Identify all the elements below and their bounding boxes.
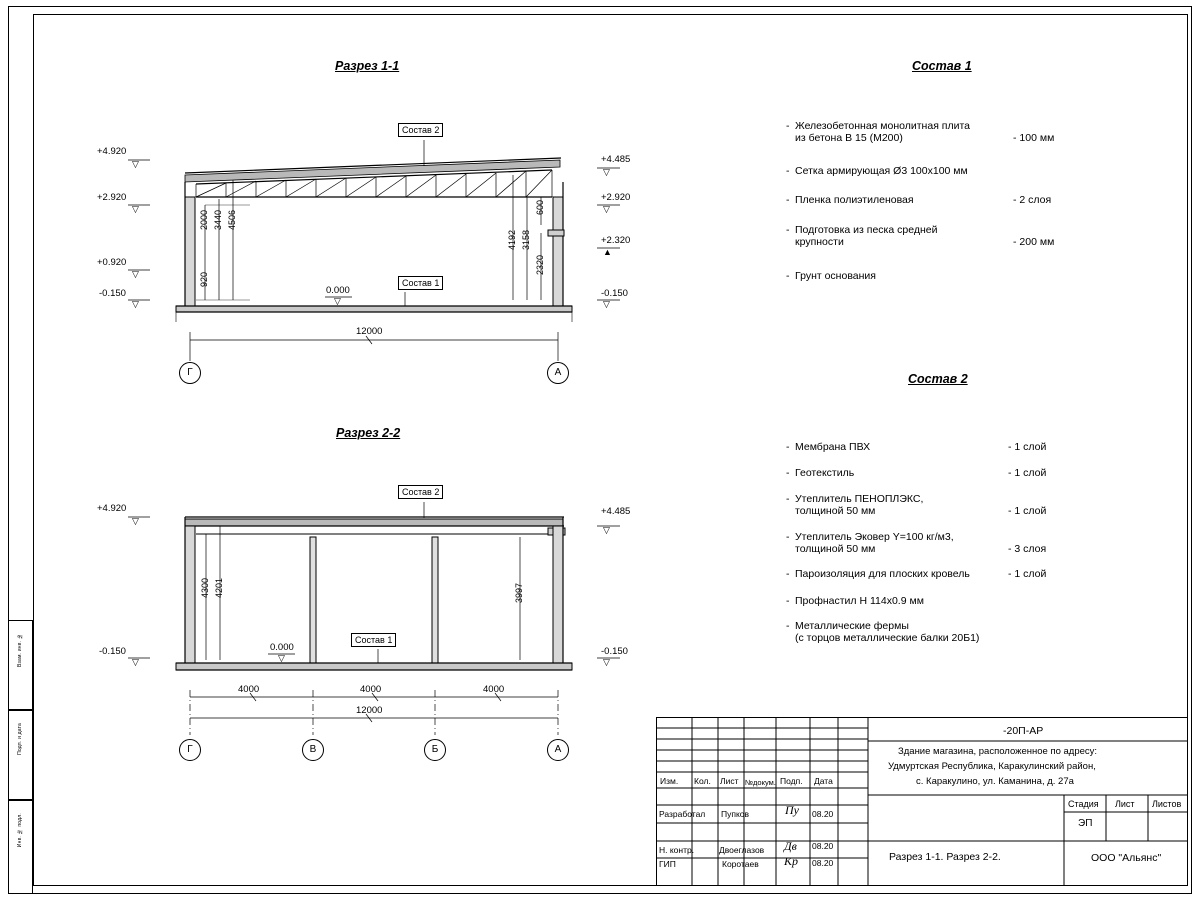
level-label-s1-zero: 0.000	[326, 285, 350, 296]
title-block-header-izm: Изм.	[660, 776, 679, 786]
title-block-role-1: Разработал	[659, 809, 706, 819]
title-block-date-2: 08.20	[812, 841, 834, 851]
spec1-value-1: - 100 мм	[1013, 132, 1055, 144]
left-strip-label-3: Инв. № подл.	[17, 813, 23, 848]
title-block-date-1: 08.20	[812, 809, 834, 819]
left-strip-label-2: Подп. и дата	[17, 723, 23, 755]
title-block-object-line-1: Здание магазина, расположенное по адресу:	[898, 746, 1098, 757]
dim-s1-v-1: 2000	[199, 210, 209, 231]
axis-marker-s2-a: А	[547, 739, 569, 761]
spec2-value-5: - 1 слой	[1008, 568, 1047, 580]
dim-s2-span-2: 4000	[360, 684, 382, 695]
callout-s2-sostav2: Состав 2	[398, 485, 443, 499]
axis-marker-s1-a: А	[547, 362, 569, 384]
spec2-text-6: Профнастил Н 114х0.9 мм	[795, 595, 924, 607]
title-block-object-line-3: с. Каракулино, ул. Каманина, д. 27а	[916, 776, 1074, 787]
spec2-text-7b: (с торцов металлические балки 20Б1)	[795, 632, 980, 644]
spec2-dash-5: -	[786, 568, 790, 580]
spec1-value-4: - 200 мм	[1013, 236, 1055, 248]
dim-s2-v-1: 4300	[200, 578, 210, 599]
title-block-header-kol: Кол.	[694, 776, 711, 786]
title-block-name-2: Двоеглазов	[719, 845, 765, 855]
spec2-value-1: - 1 слой	[1008, 441, 1047, 453]
spec2-title: Состав 2	[908, 372, 968, 386]
level-label-s1-left-3: +0.920	[97, 257, 127, 268]
dim-s1-v-2: 3440	[213, 210, 223, 231]
spec2-dash-7: -	[786, 620, 790, 632]
title-block-header-list: Лист	[720, 776, 739, 786]
spec2-dash-6: -	[786, 595, 790, 607]
spec2-text-2: Геотекстиль	[795, 467, 855, 479]
dim-s2-v-3: 3997	[514, 583, 524, 604]
spec2-dash-3: -	[786, 493, 790, 505]
spec1-dash-4: -	[786, 224, 790, 236]
spec2-value-4: - 3 слоя	[1008, 543, 1047, 555]
spec1-title: Состав 1	[912, 59, 972, 73]
spec2-dash-2: -	[786, 467, 790, 479]
title-block-header-ndocum: №докум.	[745, 778, 776, 787]
level-arrow-s2-right-1: ▽	[603, 525, 610, 535]
axis-marker-s1-g: Г	[179, 362, 201, 384]
axis-marker-s2-v: В	[302, 739, 324, 761]
dim-s1-v-6: 3158	[521, 230, 531, 251]
dim-s2-span-1: 4000	[238, 684, 260, 695]
dim-s1-v-7: 2320	[535, 255, 545, 276]
spec1-text-4: Подготовка из песка средней	[795, 224, 938, 236]
level-arrow-s1-left-1: ▽	[132, 159, 139, 169]
section-2-title: Разрез 2-2	[336, 426, 401, 440]
level-arrow-s1-right-2: ▽	[603, 204, 610, 214]
title-block-stage-value: ЭП	[1078, 818, 1093, 829]
level-arrow-s2-zero: ▽	[278, 653, 285, 663]
dim-s1-total: 12000	[356, 326, 383, 337]
level-label-s1-right-3: +2.320	[601, 235, 631, 246]
spec2-text-7: Металлические фермы	[795, 620, 909, 632]
spec1-text-3: Пленка полиэтиленовая	[795, 194, 914, 206]
axis-marker-s2-b: Б	[424, 739, 446, 761]
callout-s1-sostav1: Состав 1	[398, 276, 443, 290]
axis-marker-s2-g: Г	[179, 739, 201, 761]
level-label-s2-left-2: -0.150	[99, 646, 126, 657]
left-strip-label-1: Взам. инв. №	[17, 633, 23, 668]
dim-s2-total: 12000	[356, 705, 383, 716]
spec2-text-1: Мембрана ПВХ	[795, 441, 871, 453]
spec2-text-4b: толщиной 50 мм	[795, 543, 876, 555]
title-block-role-2: Н. контр.	[659, 845, 695, 855]
level-label-s1-right-4: -0.150	[601, 288, 628, 299]
title-block-signature-1: Пу	[785, 803, 799, 817]
level-arrow-s2-left-2: ▽	[132, 657, 139, 667]
spec2-value-3: - 1 слой	[1008, 505, 1047, 517]
spec1-text-5: Грунт основания	[795, 270, 876, 282]
title-block-sheet-header: Лист	[1115, 799, 1135, 809]
spec1-dash-1: -	[786, 120, 790, 132]
dim-s1-v-5: 4192	[507, 230, 517, 251]
title-block-date-3: 08.20	[812, 858, 834, 868]
level-label-s2-right-1: +4.485	[601, 506, 631, 517]
dim-s2-span-3: 4000	[483, 684, 505, 695]
level-label-s2-left-1: +4.920	[97, 503, 127, 514]
spec2-text-5: Пароизоляция для плоских кровель	[795, 568, 970, 580]
spec2-text-4: Утеплитель Эковер Y=100 кг/м3,	[795, 531, 954, 543]
level-label-s1-right-2: +2.920	[601, 192, 631, 203]
left-strip-box-1	[8, 620, 33, 710]
level-arrow-s2-left-1: ▽	[132, 516, 139, 526]
spec1-dash-3: -	[786, 194, 790, 206]
title-block-object-line-2: Удмуртская Республика, Каракулинский район,	[888, 761, 1096, 772]
spec1-dash-2: -	[786, 165, 790, 177]
spec1-text-2: Сетка армирующая Ø3 100х100 мм	[795, 165, 968, 177]
title-block-role-3: ГИП	[659, 859, 676, 869]
spec1-text-1: Железобетонная монолитная плита	[795, 120, 971, 132]
title-block-header-podp: Подп.	[780, 776, 803, 786]
spec1-text-1b: из бетона В 15 (М200)	[795, 132, 903, 144]
left-strip-box-3	[8, 800, 33, 894]
level-arrow-s1-right-4: ▽	[603, 299, 610, 309]
level-arrow-s1-zero: ▽	[334, 296, 341, 306]
title-block-code: -20П-АР	[1003, 725, 1044, 737]
left-strip-box-2	[8, 710, 33, 800]
dim-s1-v-3: 4506	[227, 210, 237, 231]
level-label-s1-left-4: -0.150	[99, 288, 126, 299]
callout-s1-sostav2: Состав 2	[398, 123, 443, 137]
title-block-stage-header: Стадия	[1068, 799, 1099, 809]
section-1-title: Разрез 1-1	[335, 59, 400, 73]
spec2-dash-4: -	[786, 531, 790, 543]
title-block-drawing-name: Разрез 1-1. Разрез 2-2.	[889, 851, 1001, 863]
spec2-text-3b: толщиной 50 мм	[795, 505, 876, 517]
title-block-signature-2: Дв	[784, 839, 797, 853]
level-arrow-s1-left-4: ▽	[132, 299, 139, 309]
level-label-s2-right-2: -0.150	[601, 646, 628, 657]
spec1-text-4b: крупности	[795, 236, 844, 248]
dim-s1-v-8: 600	[535, 200, 545, 216]
level-label-s1-left-1: +4.920	[97, 146, 127, 157]
dim-s1-v-4: 920	[199, 272, 209, 288]
dim-s2-v-2: 4201	[214, 578, 224, 599]
level-arrow-s1-left-2: ▽	[132, 204, 139, 214]
title-block-header-data: Дата	[814, 776, 833, 786]
title-block-sheets-header: Листов	[1152, 799, 1182, 809]
level-arrow-s1-right-3: ▲	[603, 247, 612, 257]
title-block-signature-3: Кр	[784, 854, 798, 868]
title-block-name-3: Коротаев	[722, 859, 759, 869]
spec1-dash-5: -	[786, 270, 790, 282]
spec2-dash-1: -	[786, 441, 790, 453]
spec1-value-3: - 2 слоя	[1013, 194, 1052, 206]
level-arrow-s1-right-1: ▽	[603, 167, 610, 177]
spec2-value-2: - 1 слой	[1008, 467, 1047, 479]
title-block-company: ООО "Альянс"	[1091, 852, 1162, 864]
spec2-text-3: Утеплитель ПЕНОПЛЭКС,	[795, 493, 924, 505]
level-arrow-s2-right-2: ▽	[603, 657, 610, 667]
title-block-name-1: Пупков	[721, 809, 750, 819]
level-arrow-s1-left-3: ▽	[132, 269, 139, 279]
callout-s2-sostav1: Состав 1	[351, 633, 396, 647]
level-label-s1-right-1: +4.485	[601, 154, 631, 165]
level-label-s2-zero: 0.000	[270, 642, 294, 653]
level-label-s1-left-2: +2.920	[97, 192, 127, 203]
